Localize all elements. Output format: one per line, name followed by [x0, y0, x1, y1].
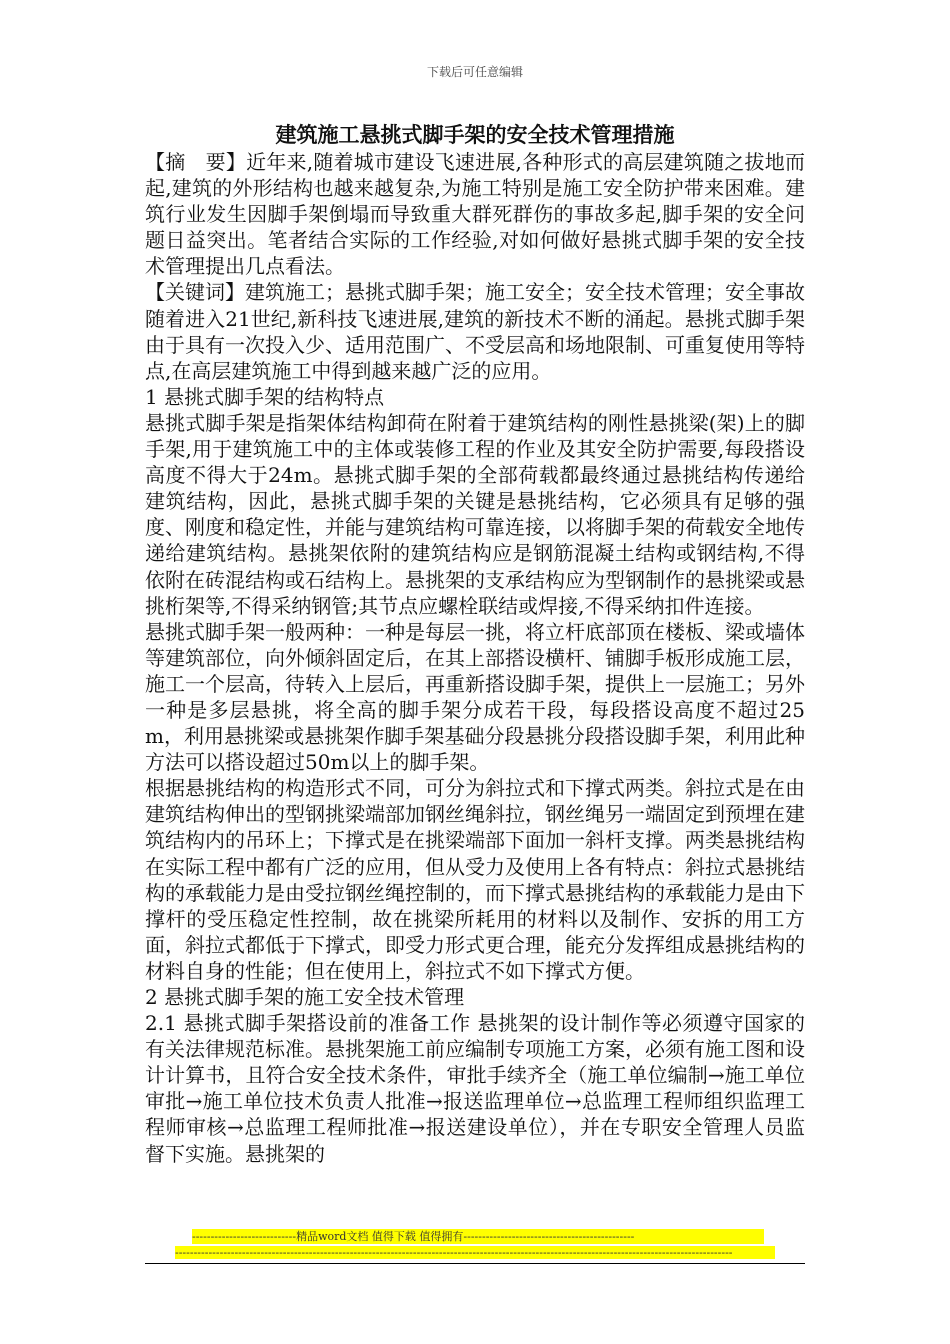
- keywords-text: 建筑施工；悬挑式脚手架；施工安全；安全技术管理；安全事故: [245, 280, 805, 305]
- intro-paragraph: 随着进入21世纪,新科技飞速进展,建筑的新技术不断的涌起。悬挑式脚手架由于具有一次投入少、适用范围广、不受层高和场地限制、可重复使用等特点,在高层建筑施工中得到越来越广泛的应用。: [145, 306, 805, 383]
- abstract-text: 近年来,随着城市建设飞速进展,各种形式的高层建筑随之拔地而起,建筑的外形结构也越来越复杂,为施工特别是施工安全防护带来困难。建筑行业发生因脚手架倒塌而导致重大群死群伤的事故多起,脚手架的安全问题日益突出。笔者结合实际的工作经验,对如何做好悬挑式脚手架的安全技术管理提出几点看法。: [145, 150, 806, 279]
- body-paragraph: 根据悬挑结构的构造形式不同，可分为斜拉式和下撑式两类。斜拉式是在由建筑结构伸出的型钢挑梁端部加钢丝绳斜拉，钢丝绳另一端固定到预埋在建筑结构内的吊环上；下撑式是在挑梁端部下面加一斜杆支撑。两类悬挑结构在实际工程中都有广泛的应用，但从受力及使用上各有特点：斜拉式悬挑结构的承载能力是由受拉钢丝绳控制的，而下撑式悬挑结构的承载能力是由下撑杆的受压稳定性控制，故在挑梁所耗用的材料以及制作、安拆的用工方面，斜拉式都低于下撑式，即受力形式更合理，能充分发挥组成悬挑结构的材料自身的性能；但在使用上，斜拉式不如下撑式方便。: [145, 776, 805, 983]
- footer-dash-line: ------------------------------------------------------------------------------------------------------------------------------------------------------: [175, 1246, 775, 1259]
- footer-highlight-line: ----------------------------精品word文档 值得下载 值得拥有----------------------------------------------: [192, 1229, 764, 1244]
- abstract-paragraph: [145, 149, 805, 279]
- section-heading-2: 2 悬挑式脚手架的施工安全技术管理: [145, 985, 465, 1009]
- footer-divider: [145, 1263, 805, 1264]
- abstract-label: 【摘 要】: [145, 150, 247, 174]
- body-paragraph: 2.1 悬挑式脚手架搭设前的准备工作 悬挑架的设计制作等必须遵守国家的有关法律规范标准。悬挑架施工前应编制专项施工方案，必须有施工图和设计计算书，且符合安全技术条件，审批手续齐全（施工单位编制→施工单位审批→施工单位技术负责人批准→报送监理单位→总监理工程师组织监理工程师审核→总监理工程师批准→报送建设单位），并在专职安全管理人员监督下实施。悬挑架的: [145, 1011, 805, 1166]
- document-title: 建筑施工悬挑式脚手架的安全技术管理措施: [275, 122, 675, 147]
- keywords-paragraph: [145, 279, 805, 305]
- keywords-label: 【关键词】: [145, 280, 245, 305]
- body-paragraph: 悬挑式脚手架是指架体结构卸荷在附着于建筑结构的刚性悬挑梁(架)上的脚手架,用于建筑施工中的主体或装修工程的作业及其安全防护需要,每段搭设高度不得大于24m。悬挑式脚手架的全部荷载都最终通过悬挑结构传递给建筑结构，因此，悬挑式脚手架的关键是悬挑结构，它必须具有足够的强度、刚度和稳定性，并能与建筑结构可靠连接，以将脚手架的荷载安全地传递给建筑结构。悬挑架依附的建筑结构应是钢筋混凝土结构或钢结构,不得依附在砖混结构或石结构上。悬挑架的支承结构应为型钢制作的悬挑梁或悬挑桁架等,不得采纳钢管;其节点应螺栓联结或焊接,不得采纳扣件连接。: [145, 410, 805, 618]
- body-paragraph: 悬挑式脚手架一般两种：一种是每层一挑，将立杆底部顶在楼板、梁或墙体等建筑部位，向外倾斜固定后，在其上部搭设横杆、铺脚手板形成施工层，施工一个层高，待转入上层后，再重新搭设脚手架，提供上一层施工；另外一种是多层悬挑，将全高的脚手架分成若干段，每段搭设高度不超过25m，利用悬挑梁或悬挑架作脚手架基础分段悬挑分段搭设脚手架，利用此种方法可以搭设超过50m以上的脚手架。: [145, 619, 805, 775]
- page-header-note: 下载后可任意编辑: [426, 65, 523, 79]
- section-heading-1: 1 悬挑式脚手架的结构特点: [145, 384, 385, 409]
- document-body: [145, 149, 805, 1167]
